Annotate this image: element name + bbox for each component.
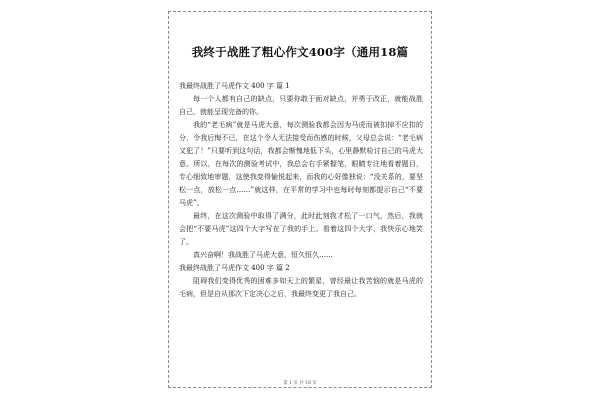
document-page — [168, 11, 432, 388]
document-body — [179, 80, 423, 301]
paragraph-1-4: 真兴奋啊！我战胜了马虎大意，恒久恒久…… — [193, 251, 333, 259]
section-heading-1: 我最终战胜了马虎作文 400 字 篇 1 — [179, 82, 290, 90]
page-footer: 第 1 页 共 18 页 — [283, 381, 317, 386]
paragraph-1-1: 每一个人都有自己的缺点，只要你敢于面对缺点，并勇于改正，就能战胜自己，就能呈现完备的你。 — [179, 95, 423, 116]
paragraph-1-2: 我的“老毛病”就是马虎大意，每次测验我都会因为马虎而被扣掉不应扣的分，令我后悔不已，在这个令人无法接受而伤感的时候，父母总会说：“老毛病又犯了！”只要听到这句话，我都会惭愧地低下头，心里静默检讨自己的马虎大意。所以，在每次的测验考试中，我总会右手紧握笔，眼睛专注地看着题目，专心细致地审题，这使我变得愉悦起来，而我的心好像独说：“没关系的，要坚松一点，放松一点……”就这样，在平常的学习中也每时每刻都提示自己“不要马虎”。 — [179, 121, 423, 207]
paragraph-2-1: 阻碍我们变得优秀的困难多如天上的繁星，曾经最让我苦恼的就是马虎的毛病，但是自从那次下定决心之后，我最终变更了我自己。 — [179, 277, 423, 298]
document-title: 我终于战胜了粗心作文400字（通用18篇 — [191, 45, 409, 59]
paragraph-1-3: 最终，在这次测验中取得了满分，此时此刻我才松了一口气，然后，我就会把“不要马虎”这四个大字写在了我的手上。看着这四个大字，我快乐心地笑了。 — [179, 212, 423, 246]
section-heading-2: 我最终战胜了马虎作文 400 字 篇 2 — [179, 264, 290, 272]
